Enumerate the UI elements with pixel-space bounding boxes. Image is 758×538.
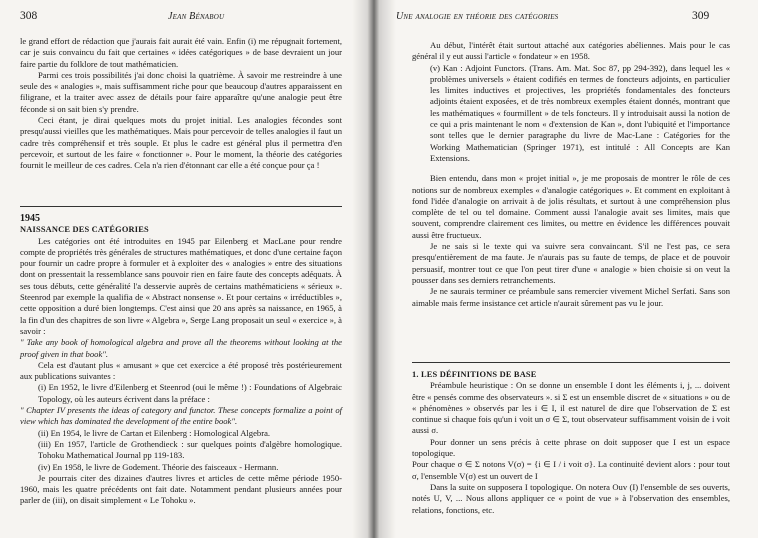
section-year: 1945 <box>20 213 40 224</box>
left-para-5: Cela est d'autant plus « amusant » que cet exercice a été proposé très postérieurement aux publications suivantes : <box>20 359 342 382</box>
left-quote-2: " Chapter IV presents the ideas of category and functor. These concepts formalize a point of view which has dominated the development of the entire book". <box>20 405 342 427</box>
right-page <box>382 0 758 538</box>
right-para-8: Dans la suite on supposera I topologique. On notera Ouv (I) l'ensemble de ses ouverts, notés U, V, ... Nous allons appliquer ce « point de vue » à l'observation des ensembles, relations, fonctions, etc. <box>412 481 730 515</box>
right-para-2: Bien entendu, dans mon « projet initial », je me proposais de montrer le rôle de ces notions sur de nombreux exemples « d'analogie catégoriques ». Et comment en exploitant à fond l'idée d'analogie on arrivait à de jolis résultats, et surtout à une compréhension plus complète de tel ou tel domaine. Comment aussi l'analogie avait ses limites, mais que souvent, comprendre clairement ces limites, ou mettre en évidence les différences pouvait aussi être fructueux. <box>412 173 730 240</box>
left-running-head: Jean Bénabou <box>168 11 225 22</box>
reference-iii: (iii) En 1957, l'article de Grothendieck : sur quelques points d'algèbre homologique. Tohoku Mathematical Journal pp 119-183. <box>38 438 342 461</box>
book-gutter-shadow <box>352 0 396 538</box>
reference-iv: (iv) En 1958, le livre de Godement. Théorie des faisceaux - Hermann. <box>38 461 279 472</box>
left-quote-1: " Take any book of homological algebra and prove all the theorems without looking at the proof given in that book". <box>20 337 342 359</box>
reference-ii: (ii) En 1954, le livre de Cartan et Eilenberg : Homological Algebra. <box>38 427 271 438</box>
right-para-7: Pour chaque σ ∈ Σ notons V(σ) = {i ∈ I / i voit σ}. La continuité devient alors : pour tout σ, l'ensemble V(σ) est un ouvert de I <box>412 459 730 481</box>
right-page-number: 309 <box>692 10 710 22</box>
left-para-4: Les catégories ont été introduites en 1945 par Eilenberg et MacLane pour rendre compte de propriétés très générales de structures mathématiques, et donc d'une certaine façon pour fournir un cadre propre à formuler et à exploiter des « analogies » entre des situations dont on pressentait la ressemblance sans pouvoir rien en faire faute des concepts adéquats. À ses tous débuts, cette généralité l'a desservie auprès de certains mathématiciens « sérieux ». Steenrod par exemple la qualifia de « Abstract nonsense ». Et pour certains « irréductibles », cette opposition a duré bien longtemps. C'est ainsi que 20 ans après sa naissance, en 1965, à la fin d'un des chapitres de son livre « Algebra », Serge Lang proposait un seul « exercice », à savoir : <box>20 235 342 336</box>
right-para-3: Je ne sais si le texte qui va suivre sera convaincant. S'il ne l'est pas, ce sera presqu'entièrement de ma faute. Je n'aurais pas su faute de temps, de place et de pouvoir persuasif, montrer tout ce que l'on peut tirer d'une « analogie » bien choisie si on veut la pousser dans ses derniers retranchements. <box>412 241 730 285</box>
reference-v: (v) Kan : Adjoint Functors. (Trans. Am. Mat. Soc 87, pp 294-392), dans lequel les « problèmes universels » étaient codifiés en termes de foncteurs adjoints, en particulier les limites inductives et projectives, les propriétés fondamentales des foncteurs adjoints étaient exposées, et de très nombreux exemples étaient donnés, montrant que les mathématiques « fourmillent » de tels foncteurs. Il y introduisait aussi la notion de ce qui a pris maintenant le nom « d'extension de Kan », dont l'ubiquité et l'importance sont telles que le dernier paragraphe du livre de Mac-Lane : Catégories for the Working Mathematician (Springer 1971), est intitulé : All Concepts are Kan Extensions. <box>430 62 730 163</box>
right-body-top <box>412 40 730 309</box>
right-para-4: Je ne saurais terminer ce préambule sans remercier vivement Michel Serfati. Sans son aimable mais ferme insistance cet article n'aurait sûrement pas vu le jour. <box>412 286 730 308</box>
right-section <box>412 362 730 516</box>
right-para-5: Préambule heuristique : On se donne un ensemble I dont les éléments i, j, ... doivent être « pensés comme des observateurs ». si Σ est un ensemble discret de « situations » ou de « phénomènes » observés par les i ∈ I, il est naturel de dire que l'observation de Σ est continue si chaque fois qu'un i voit un σ ∈ Σ, tout observateur suffisamment voisin de i voit aussi σ. <box>412 380 730 436</box>
left-para-1: le grand effort de rédaction que j'aurais fait aurait été vain. Enfin (i) me répugnait fortement, car je suis convaincu du fait que certaines « idées catégoriques » de base devraient un jour faire partie du folklore de tout mathématicien. <box>20 36 342 69</box>
left-section <box>20 206 342 507</box>
left-body-top <box>20 36 342 172</box>
left-para-6: Je pourrais citer des dizaines d'autres livres et articles de cette même période 1950-1960, mais les quatre précédents ont fait date. Notamment pendant plusieurs années pour parler de (iii), on disait simplement « Le Tohoku ». <box>20 472 342 506</box>
reference-i: (i) En 1952, le livre d'Eilenberg et Steenrod (oui le même !) : Foundations of Algebraic Topology, où les auteurs écrivent dans la préface : <box>38 382 342 404</box>
section-title: NAISSANCE DES CATÉGORIES <box>20 225 149 235</box>
right-running-head: Une analogie en théorie des catégories <box>396 11 559 22</box>
left-para-2: Parmi ces trois possibilités j'ai donc choisi la quatrième. À savoir me restreindre à une seule des « analogies », mais suffisamment riche pour que beaucoup d'autres apparaissent en filigrane, et la traiter avec assez de détails pour faire apparaître qu'une analogie peut être féconde si on sait bien s'y prendre. <box>20 69 342 114</box>
left-page-number: 308 <box>20 10 38 22</box>
left-para-3: Ceci étant, je dirai quelques mots du projet initial. Les analogies fécondes sont presqu'aussi vieilles que les mathématiques. Mais pour percevoir de telles analogies il faut un cadre très compréhensif et très souple. Et plus le cadre est général plus il permettra d'en percevoir, et surtout de les faire « fonctionner ». Pour le moment, la théorie des catégories fournit le meilleur de ces cadres. Cela n'a rien d'étonnant car elle a été conçue pour ça ! <box>20 115 342 171</box>
right-para-1: Au début, l'intérêt était surtout attaché aux catégories abéliennes. Mais pour le cas général il y eut aussi l'article « fondateur » en 1958. <box>412 40 730 62</box>
right-section-title: 1. LES DÉFINITIONS DE BASE <box>412 370 537 379</box>
right-para-6: Pour donner un sens précis à cette phrase on doit supposer que I est un espace topologique. <box>412 436 730 459</box>
